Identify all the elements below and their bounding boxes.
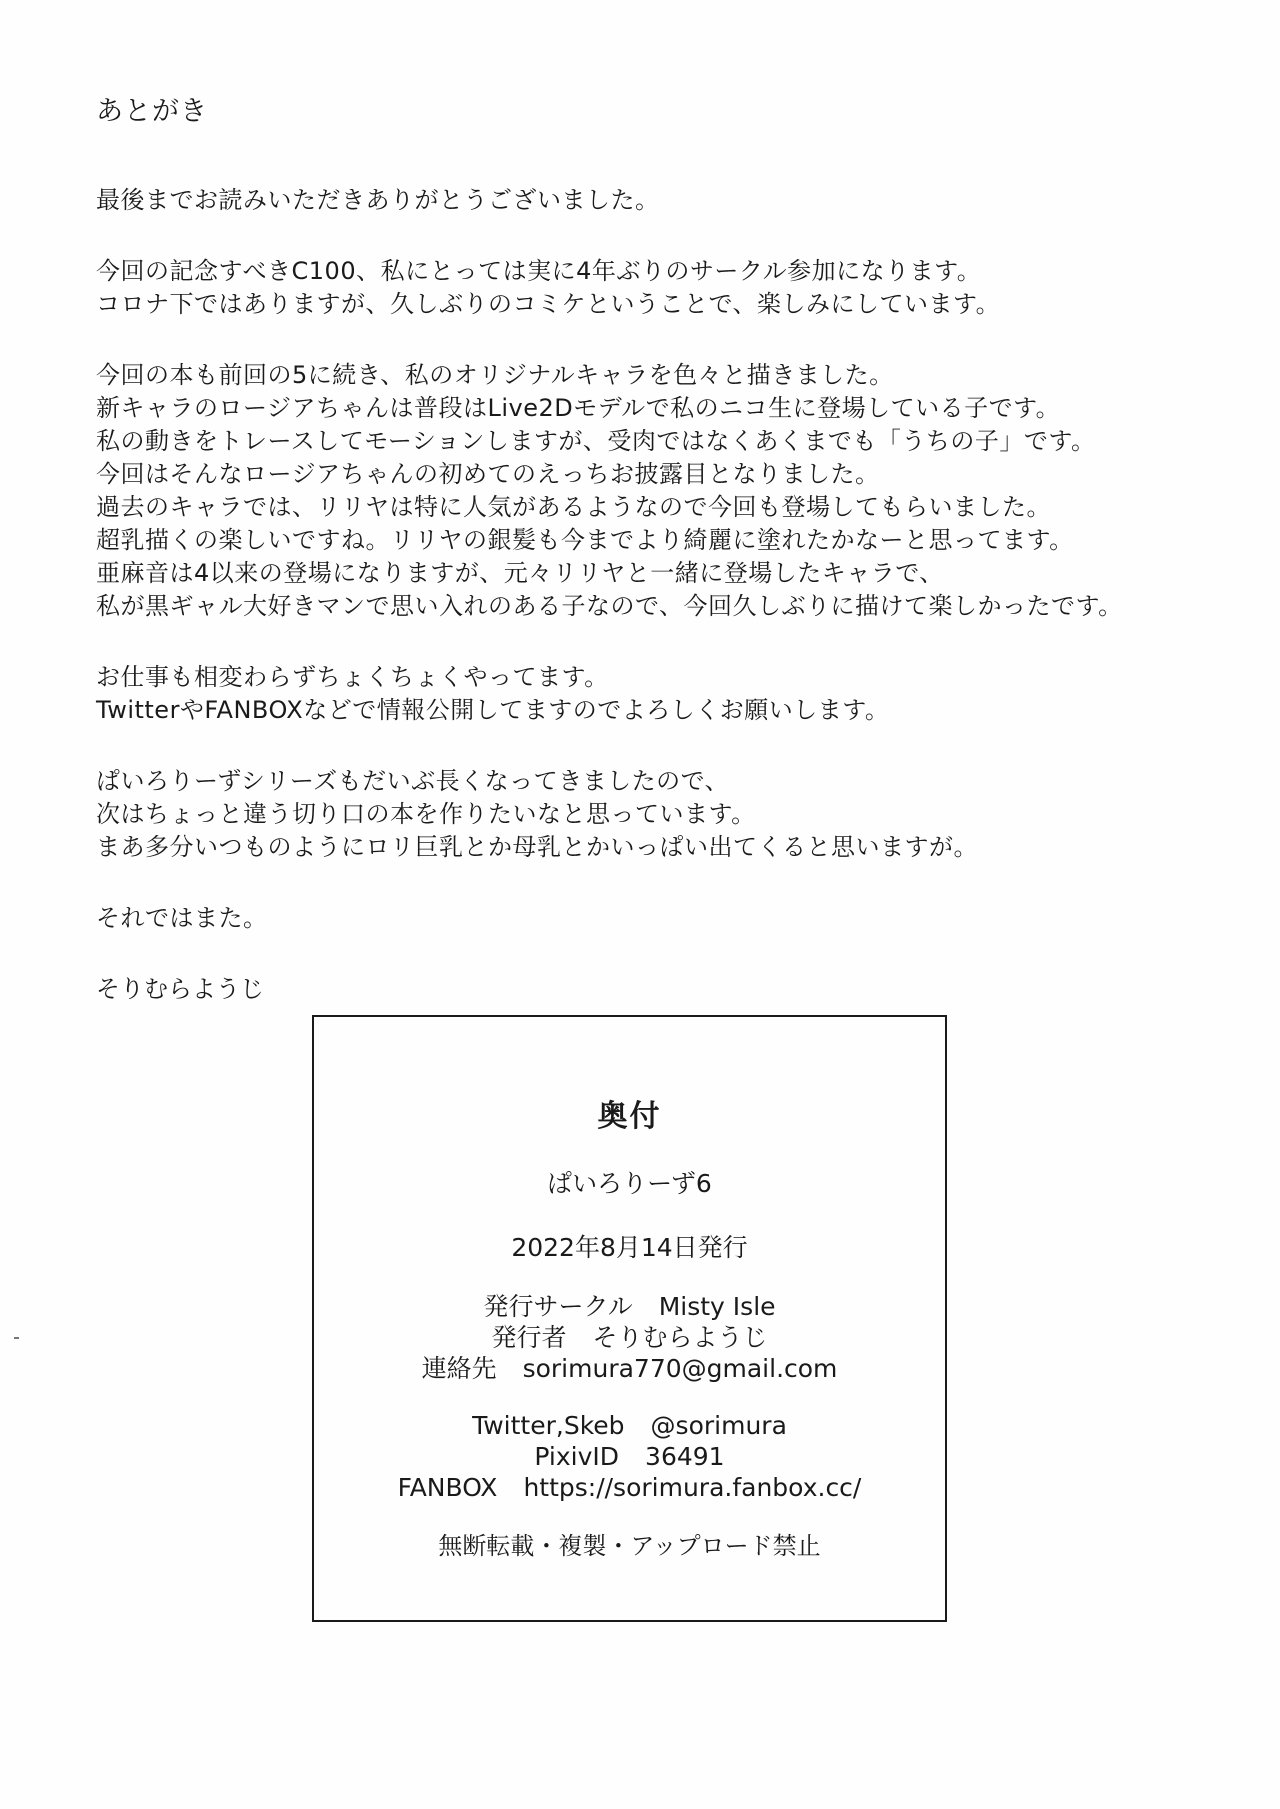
afterword-paragraph <box>96 255 1196 321</box>
afterword-line: 次はちょっと違う切り口の本を作りたいなと思っています。 <box>96 800 756 828</box>
contact-email: sorimura770@gmail.com <box>522 1354 838 1383</box>
afterword-line: 今回の本も前回の5に続き、私のオリジナルキャラを色々と描きました。 <box>96 361 894 389</box>
twitter-row <box>314 1410 945 1441</box>
book-title: ぱいろりーず6 <box>547 1169 712 1198</box>
circle-name: Misty Isle <box>658 1292 776 1321</box>
afterword-title: あとがき <box>96 96 208 127</box>
afterword-paragraph <box>96 765 1196 864</box>
scan-speck <box>14 1337 19 1339</box>
afterword-line: 超乳描くの楽しいですね。リリヤの銀髪も今までより綺麗に塗れたかなーと思ってます。 <box>96 526 1074 554</box>
contact-row <box>314 1353 945 1384</box>
afterword-line: 今回の記念すべきC100、私にとっては実に4年ぶりのサークル参加になります。 <box>96 257 982 285</box>
afterword-line: それではまた。 <box>96 904 268 932</box>
afterword-line: 過去のキャラでは、リリヤは特に人気があるようなので今回も登場してもらいました。 <box>96 493 1052 521</box>
afterword-paragraph <box>96 902 1196 935</box>
afterword-line: 今回はそんなロージアちゃんの初めてのえっちお披露目となりました。 <box>96 460 880 488</box>
afterword-signature: そりむらようじ <box>96 975 264 1003</box>
social-info <box>314 1410 945 1503</box>
afterword-line: まあ多分いつものようにロリ巨乳とか母乳とかいっぱい出てくると思いますが。 <box>96 833 978 861</box>
pixiv-label: PixivID <box>534 1442 620 1471</box>
publish-date: 2022年8月14日発行 <box>511 1233 748 1262</box>
twitter-handle: @sorimura <box>650 1411 787 1440</box>
afterword-line: 私の動きをトレースしてモーションしますが、受肉ではなくあくまでも「うちの子」です。 <box>96 427 1096 455</box>
fanbox-row <box>314 1472 945 1503</box>
publisher-info <box>314 1291 945 1384</box>
afterword-paragraph <box>96 661 1196 727</box>
fanbox-url: https://sorimura.fanbox.cc/ <box>523 1473 862 1502</box>
publisher-label: 発行者 <box>491 1323 567 1352</box>
twitter-label: Twitter,Skeb <box>472 1411 625 1440</box>
publisher-row <box>314 1322 945 1353</box>
colophon-title: 奥付 <box>597 1099 662 1134</box>
pixiv-id: 36491 <box>645 1442 725 1471</box>
afterword-line: お仕事も相変わらずちょくちょくやってます。 <box>96 663 609 691</box>
afterword-line: 最後までお読みいただきありがとうございました。 <box>96 186 660 214</box>
afterword-paragraph <box>96 359 1196 623</box>
afterword-section <box>96 92 1196 1006</box>
colophon-box <box>312 1015 947 1622</box>
fanbox-label: FANBOX <box>397 1473 498 1502</box>
afterword-line: ぱいろりーずシリーズもだいぶ長くなってきましたので、 <box>96 767 730 795</box>
afterword-line: 亜麻音は4以来の登場になりますが、元々リリヤと一緒に登場したキャラで、 <box>96 559 944 587</box>
circle-label: 発行サークル <box>483 1292 633 1321</box>
contact-label: 連絡先 <box>421 1354 497 1383</box>
afterword-line: コロナ下ではありますが、久しぶりのコミケということで、楽しみにしています。 <box>96 290 1001 318</box>
publisher-name: そりむらようじ <box>592 1323 768 1352</box>
afterword-line: 私が黒ギャル大好きマンで思い入れのある子なので、今回久しぶりに描けて楽しかったです。 <box>96 592 1123 620</box>
afterword-line: 新キャラのロージアちゃんは普段はLive2Dモデルで私のニコ生に登場している子です。 <box>96 394 1061 422</box>
afterword-line: TwitterやFANBOXなどで情報公開してますのでよろしくお願いします。 <box>96 696 890 724</box>
afterword-paragraph <box>96 184 1196 217</box>
copyright-notice: 無断転載・複製・アップロード禁止 <box>438 1532 821 1560</box>
pixiv-row <box>314 1441 945 1472</box>
circle-row <box>314 1291 945 1322</box>
